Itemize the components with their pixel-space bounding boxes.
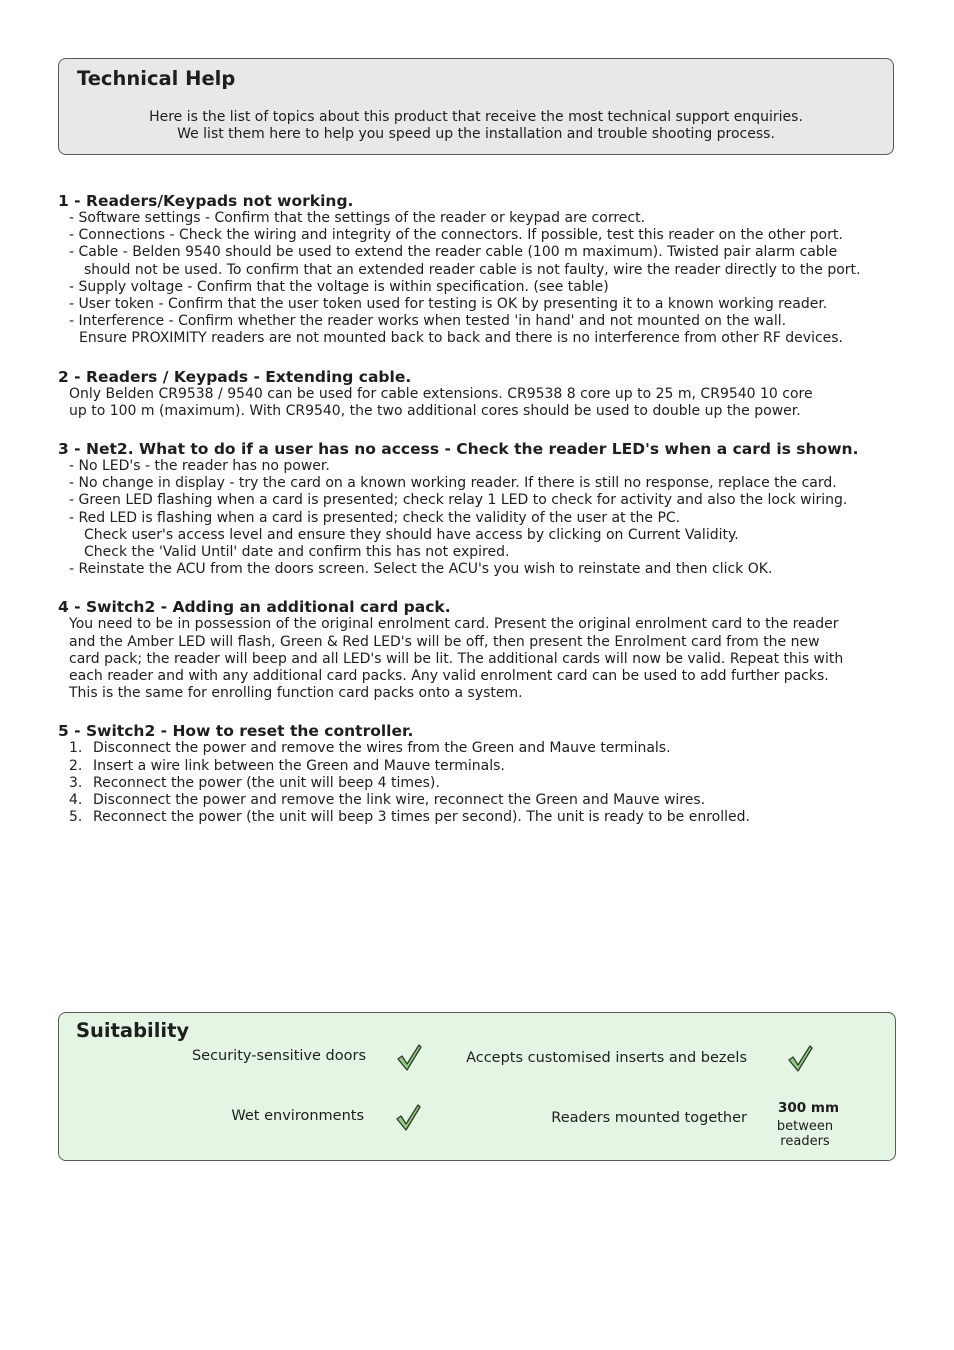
bullet-continuation: Check user's access level and ensure they should have access by clicking on Current Validity. (84, 526, 739, 543)
paragraph-line: Only Belden CR9538 / 9540 can be used for cable extensions. CR9538 8 core up to 25 m, CR9540 10 core (69, 385, 813, 402)
step-text: Disconnect the power and remove the link wire, reconnect the Green and Mauve wires. (93, 792, 706, 809)
numbered-step (58, 740, 918, 757)
intro-line: We list them here to help you speed up the installation and trouble shooting process. (177, 126, 775, 142)
bullet-line: - Green LED flashing when a card is presented; check relay 1 LED to check for activity and also the lock wiring. (69, 492, 848, 509)
paragraph-line: card pack; the reader will beep and all LED's will be lit. The additional cards will now be valid. Repeat this with (69, 650, 844, 667)
numbered-step (58, 758, 918, 775)
distance-value: 300 mm (778, 1100, 840, 1116)
step-number: 2. (69, 757, 83, 774)
section-title: 5 - Switch2 - How to reset the controller. (58, 722, 414, 741)
help-topics (58, 192, 918, 846)
paragraph-line: and the Amber LED will flash, Green & Red LED's will be off, then present the Enrolment card from the new (69, 633, 820, 650)
step-number: 4. (69, 792, 83, 809)
bullet-line: - No LED's - the reader has no power. (69, 458, 330, 475)
bullet-continuation: Ensure PROXIMITY readers are not mounted back to back and there is no interference from other RF devices. (79, 330, 844, 347)
numbered-step (58, 809, 918, 826)
step-number: 3. (69, 774, 83, 791)
section-extending-cable (58, 368, 918, 420)
bullet-line: - Connections - Check the wiring and integrity of the connectors. If possible, test this reader on the other port. (69, 227, 843, 244)
bullet-line: - Supply voltage - Confirm that the voltage is within specification. (see table) (69, 278, 609, 295)
step-text: Reconnect the power (the unit will beep 4 times). (93, 774, 440, 791)
technical-help-intro (59, 109, 893, 143)
section-title: 3 - Net2. What to do if a user has no access - Check the reader LED's when a card is shown. (58, 440, 859, 459)
section-title: 1 - Readers/Keypads not working. (58, 192, 354, 210)
checkmark-icon (395, 1103, 421, 1131)
bullet-line: - No change in display - try the card on a known working reader. If there is still no response, replace the card. (69, 475, 837, 492)
step-text: Insert a wire link between the Green and Mauve terminals. (93, 757, 505, 774)
technical-help-title: Technical Help (77, 67, 236, 90)
paragraph-line: each reader and with any additional card packs. Any valid enrolment card can be used to add further packs. (69, 668, 829, 685)
section-net2-no-access (58, 440, 918, 578)
bullet-line: - Interference - Confirm whether the reader works when tested 'in hand' and not mounted on the wall. (69, 313, 787, 330)
step-text: Reconnect the power (the unit will beep 3 times per second). The unit is ready to be enrolled. (93, 809, 750, 826)
paragraph-line: You need to be in possession of the original enrolment card. Present the original enrolment card to the reader (69, 616, 839, 633)
intro-line: Here is the list of topics about this product that receive the most technical support enquiries. (149, 109, 803, 125)
wet-environments-label: Wet environments (231, 1108, 364, 1124)
step-text: Disconnect the power and remove the wires from the Green and Mauve terminals. (93, 740, 671, 757)
inserts-bezels-label: Accepts customised inserts and bezels (466, 1050, 747, 1066)
bullet-line: - Software settings - Confirm that the settings of the reader or keypad are correct. (69, 210, 646, 226)
paragraph-line: This is the same for enrolling function card packs onto a system. (69, 685, 523, 702)
numbered-step (58, 792, 918, 809)
bullet-line: - Red LED is flashing when a card is presented; check the validity of the user at the PC. (69, 509, 681, 526)
distance-unit-line: readers (780, 1134, 830, 1149)
readers-mounted-together-label: Readers mounted together (551, 1110, 747, 1126)
step-number: 5. (69, 809, 83, 826)
section-title: 4 - Switch2 - Adding an additional card pack. (58, 598, 451, 617)
section-additional-card-pack (58, 598, 918, 702)
suitability-panel (58, 1012, 896, 1161)
bullet-continuation: should not be used. To confirm that an extended reader cable is not faulty, wire the reader directly to the port. (84, 261, 861, 278)
distance-unit-line: between (776, 1119, 834, 1134)
section-readers-not-working (58, 192, 918, 348)
technical-help-panel (58, 58, 894, 155)
section-reset-controller (58, 722, 918, 826)
bullet-line: - Cable - Belden 9540 should be used to extend the reader cable (100 m maximum). Twisted pair alarm cable (69, 244, 838, 261)
distance-unit (771, 1119, 839, 1149)
numbered-step (58, 775, 918, 792)
section-title: 2 - Readers / Keypads - Extending cable. (58, 367, 412, 386)
bullet-line: - Reinstate the ACU from the doors screen. Select the ACU's you wish to reinstate and then click OK. (69, 561, 773, 578)
paragraph-line: up to 100 m (maximum). With CR9540, the two additional cores should be used to double up the power. (69, 402, 801, 419)
step-number: 1. (69, 740, 83, 757)
checkmark-icon (396, 1043, 422, 1071)
bullet-continuation: Check the 'Valid Until' date and confirm this has not expired. (84, 544, 510, 561)
checkmark-icon (787, 1044, 813, 1072)
bullet-line: - User token - Confirm that the user token used for testing is OK by presenting it to a known working reader. (69, 296, 828, 313)
suitability-title: Suitability (76, 1019, 190, 1042)
security-doors-label: Security-sensitive doors (191, 1048, 366, 1064)
